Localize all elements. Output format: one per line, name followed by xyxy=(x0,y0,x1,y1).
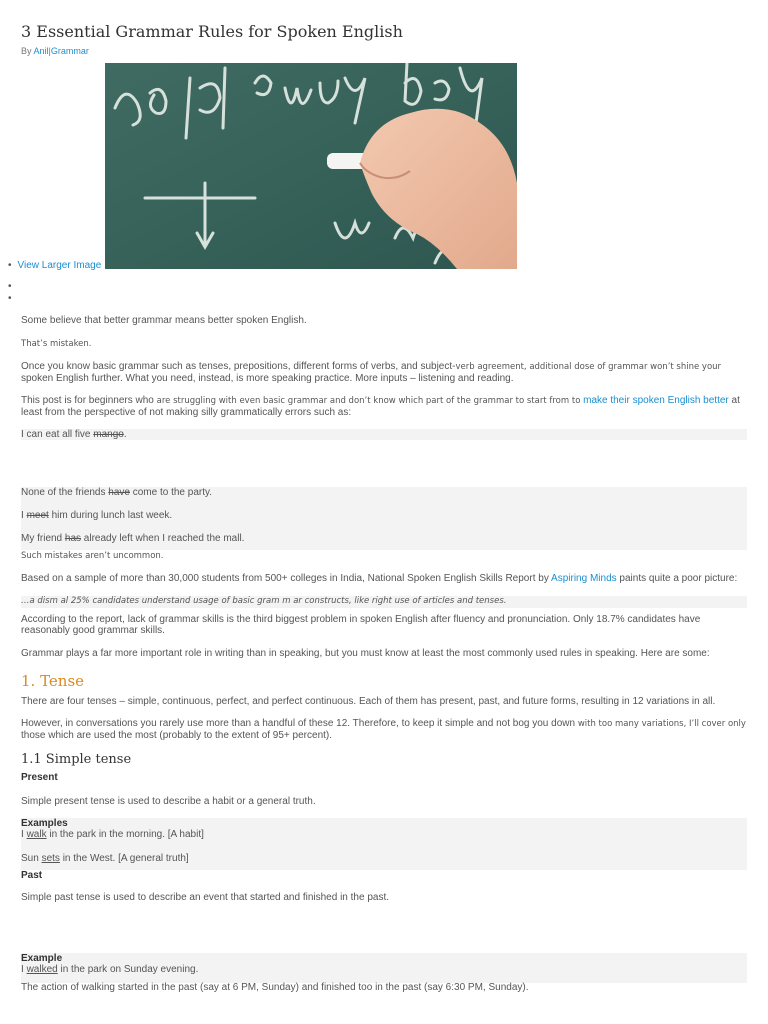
paragraph xyxy=(21,395,747,418)
paragraph xyxy=(21,573,747,584)
paragraph: There are four tenses – simple, continuous, perfect, and perfect continuous. Each of them has present, past, and future forms, resulting in 12 variations in all. xyxy=(21,696,716,707)
gallery-bullet xyxy=(8,281,18,292)
label-present: Present xyxy=(21,772,58,783)
verb-word: walked xyxy=(26,964,58,975)
example-sentence xyxy=(21,487,747,498)
view-larger-item xyxy=(8,260,101,271)
byline xyxy=(21,46,89,56)
blockquote: …a dism al 25% candidates understand usage of basic gram m ar constructs, like right use of articles and tenses. xyxy=(21,596,747,608)
text-run: I can eat all five xyxy=(21,429,94,440)
text-run: with too many variations, I’ll cover only xyxy=(577,719,746,729)
bullet-dot-icon: • xyxy=(8,293,12,304)
bullet-dot-icon: • xyxy=(8,260,12,271)
text-run: those which are used the most (probably to the extent of 95+ percent). xyxy=(21,730,333,741)
gallery-bullet xyxy=(8,293,18,304)
section-heading: 1. Tense xyxy=(21,672,85,690)
text-run: . xyxy=(123,429,127,440)
text-run: spoken English further. What you need, instead, is more speaking practice. More inputs – listening and reading. xyxy=(21,373,514,384)
hero-image xyxy=(105,63,517,269)
aspiring-minds-link[interactable]: Aspiring Minds xyxy=(551,573,617,584)
wrong-word: meet xyxy=(26,510,49,521)
paragraph: According to the report, lack of grammar skills is the third biggest problem in spoken English after fluency and pronunciation. Only 18.7% candidates have reasonably good grammar skills. xyxy=(21,614,701,636)
text-run: in the park on Sunday evening. xyxy=(57,964,199,975)
verb-word: sets xyxy=(41,853,60,864)
verb-word: walk xyxy=(26,829,47,840)
wrong-word: has xyxy=(64,533,82,544)
example-sentence xyxy=(21,829,747,840)
paragraph: Such mistakes aren’t uncommon. xyxy=(21,551,164,561)
paragraph: The action of walking started in the past (say at 6 PM, Sunday) and finished too in the past (say 6:30 PM, Sunday). xyxy=(21,982,529,993)
bullet-dot-icon: • xyxy=(8,281,12,292)
author-link[interactable]: Anil xyxy=(33,46,49,56)
text-run: However, in conversations you rarely use more than a handful of these 12. Therefore, to keep it simple and not bog you down xyxy=(21,718,578,729)
example-sentence xyxy=(21,429,747,440)
text-run: My friend xyxy=(21,533,65,544)
label-past: Past xyxy=(21,870,43,881)
paragraph xyxy=(21,718,747,741)
text-run: come to the party. xyxy=(129,487,213,498)
text-run: already left when I reached the mall. xyxy=(81,533,245,544)
paragraph: Some believe that better grammar means better spoken English. xyxy=(21,315,307,326)
text-run: least from the perspective of not making silly grammatically errors such as: xyxy=(21,407,352,418)
text-run: I xyxy=(21,510,27,521)
text-run: in the park in the morning. [A habit] xyxy=(46,829,204,840)
text-run: are struggling with even basic grammar and don’t know which part of the grammar to start from to xyxy=(156,396,584,406)
example-sentence xyxy=(21,510,747,521)
byline-prefix: By xyxy=(21,46,34,56)
text-run: I xyxy=(21,964,27,975)
label-example: Example xyxy=(21,953,63,964)
text-run: This post is for beginners who xyxy=(21,395,157,406)
example-sentence xyxy=(21,964,747,975)
text-run: I xyxy=(21,829,27,840)
label-examples: Examples xyxy=(21,818,68,829)
text-run: Sun xyxy=(21,853,42,864)
wrong-word: mango xyxy=(93,429,124,440)
text-run: None of the friends xyxy=(21,487,109,498)
text-run: Based on a sample of more than 30,000 students from 500+ colleges in India, National Spoken English Skills Report by xyxy=(21,573,552,584)
subsection-heading: 1.1 Simple tense xyxy=(21,752,132,767)
paragraph: Simple past tense is used to describe an event that started and finished in the past. xyxy=(21,892,390,903)
text-run: verb agreement, additional dose of grammar won’t shine your xyxy=(455,362,722,372)
category-link[interactable]: Grammar xyxy=(50,46,89,56)
text-run: at xyxy=(728,395,740,406)
text-run: paints quite a poor picture: xyxy=(616,573,738,584)
example-sentence xyxy=(21,853,747,864)
wrong-word: have xyxy=(108,487,130,498)
paragraph: Grammar plays a far more important role in writing than in speaking, but you must know at least the most commonly used rules in speaking. Here are some: xyxy=(21,648,710,659)
paragraph xyxy=(21,361,747,384)
view-larger-image-link[interactable]: View Larger Image xyxy=(17,260,102,271)
spoken-english-link[interactable]: make their spoken English better xyxy=(583,395,729,406)
text-run: him during lunch last week. xyxy=(48,510,173,521)
byline-separator: | xyxy=(48,46,51,56)
paragraph: That’s mistaken. xyxy=(21,339,92,349)
article-title: 3 Essential Grammar Rules for Spoken English xyxy=(21,22,403,41)
text-run: in the West. [A general truth] xyxy=(59,853,189,864)
text-run: Once you know basic grammar such as tenses, prepositions, different forms of verbs, and subject- xyxy=(21,361,456,372)
paragraph: Simple present tense is used to describe a habit or a general truth. xyxy=(21,796,316,807)
example-sentence xyxy=(21,533,747,544)
